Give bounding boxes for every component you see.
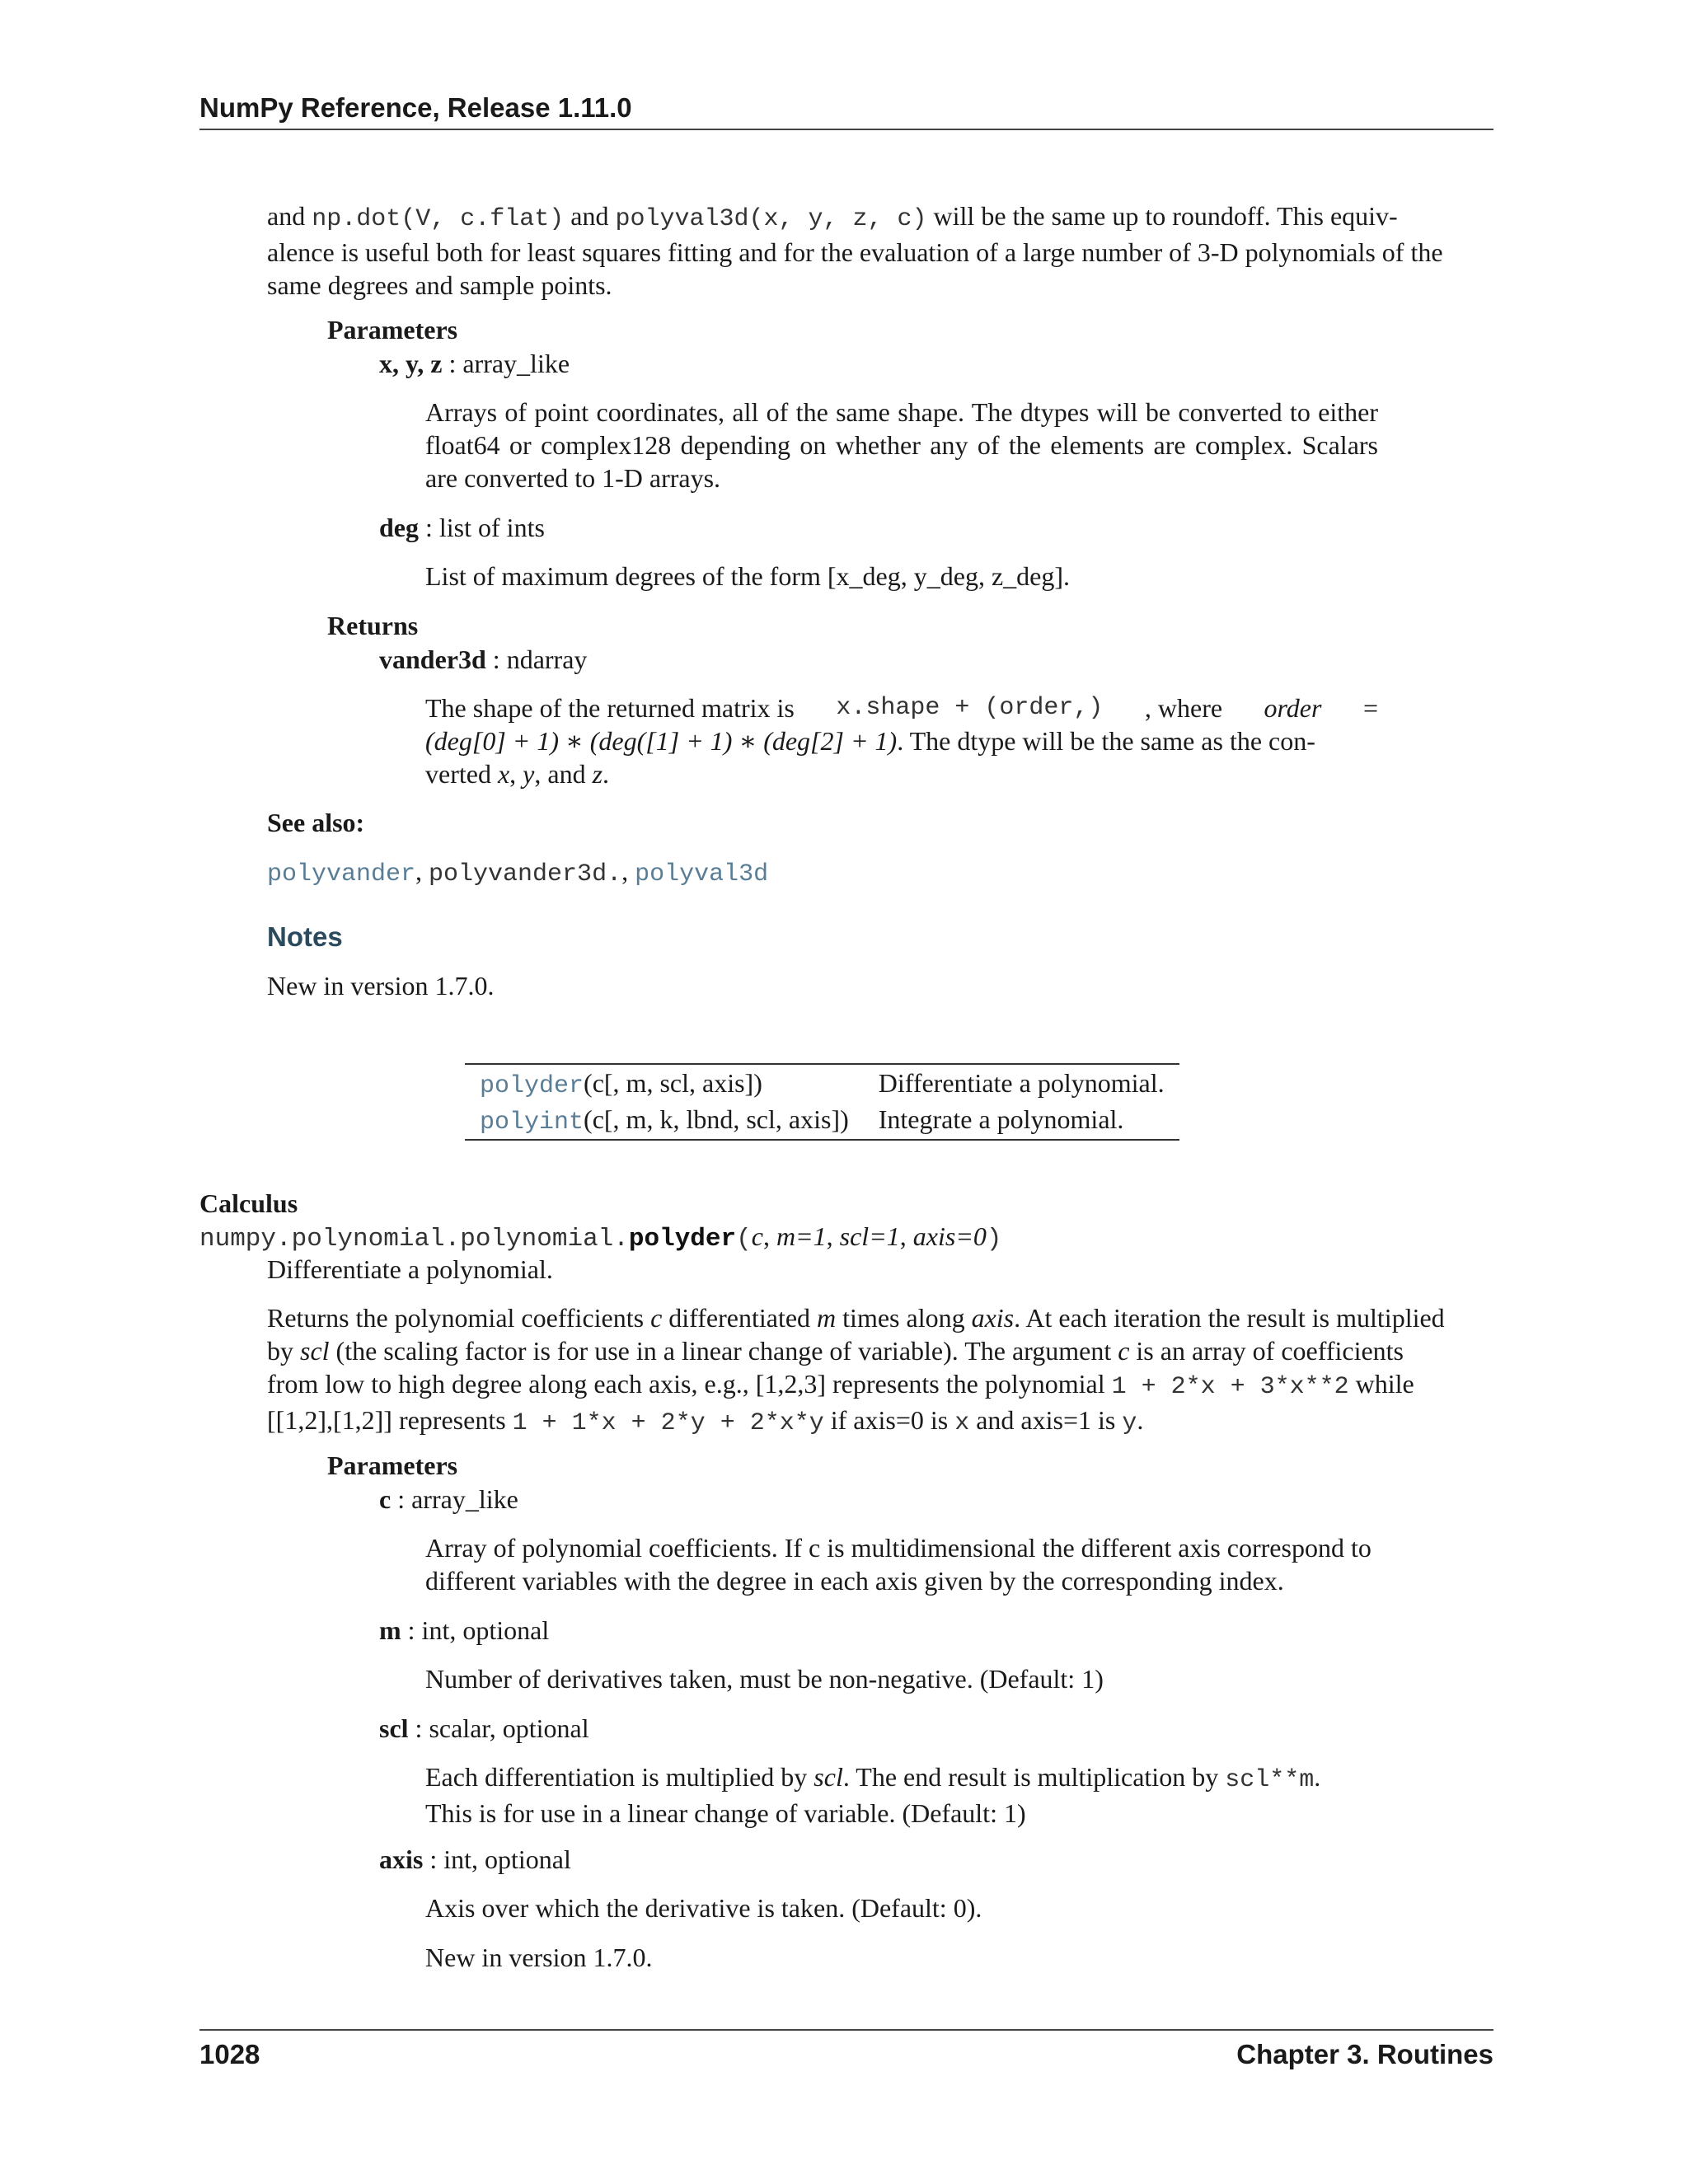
page-number: 1028 bbox=[199, 2039, 260, 2069]
return-vander3d: vander3d : ndarray bbox=[379, 644, 588, 674]
chapter-title: Chapter 3. Routines bbox=[1236, 2039, 1493, 2069]
return-vander3d-desc: The shape of the returned matrix is x.shape + (order,) , where order = (deg[0] + 1) ∗ (deg([1] + 1) ∗ (deg[2] + 1). The dtype will be the same as the con- verted x, y, and z. bbox=[425, 693, 1378, 789]
code-polyval3d: polyval3d(x, y, z, c) bbox=[615, 205, 927, 233]
param-xyz: x, y, z : array_like bbox=[379, 349, 570, 378]
see-also-list: polyvander, polyvander3d., polyval3d bbox=[267, 856, 769, 888]
link-polyval3d[interactable]: polyval3d bbox=[635, 860, 769, 888]
table-cell-desc: Differentiate a polynomial. bbox=[878, 1068, 1165, 1098]
param-scl: scl : scalar, optional bbox=[379, 1713, 589, 1743]
parameters-heading: Parameters bbox=[327, 315, 458, 344]
link-polyint[interactable]: polyint bbox=[480, 1108, 584, 1137]
running-footer bbox=[199, 2029, 1493, 2070]
calculus-summary-table bbox=[465, 1063, 1179, 1141]
param-axis-version: New in version 1.7.0. bbox=[425, 1943, 653, 1972]
table-cell-desc: Integrate a polynomial. bbox=[878, 1104, 1124, 1134]
param-m: m : int, optional bbox=[379, 1615, 550, 1645]
param-xyz-desc: Arrays of point coordinates, all of the same shape. The dtypes will be converted to either float64 or complex128 depending on whether any of the elements are complex. Scalars are converted to 1-D arrays. bbox=[425, 397, 1378, 493]
header-title: NumPy Reference, Release 1.11.0 bbox=[199, 92, 632, 123]
running-header bbox=[199, 92, 1493, 130]
link-polyder[interactable]: polyder bbox=[480, 1072, 584, 1100]
table-cell-func: polyint(c[, m, k, lbnd, scl, axis]) bbox=[480, 1104, 849, 1137]
polyder-signature: numpy.polynomial.polynomial.polyder(c, m=1, scl=1, axis=0) bbox=[199, 1221, 1002, 1254]
param-axis-desc: Axis over which the derivative is taken. (Default: 0). bbox=[425, 1893, 982, 1923]
param-m-desc: Number of derivatives taken, must be non-negative. (Default: 1) bbox=[425, 1664, 1104, 1694]
intro-paragraph bbox=[267, 199, 1493, 302]
see-also-heading: See also: bbox=[267, 808, 365, 837]
intro-line-2: alence is useful both for least squares fitting and for the evaluation of a large number of 3-D polynomials of the bbox=[267, 237, 1443, 267]
table-cell-func: polyder(c[, m, scl, axis]) bbox=[480, 1068, 762, 1100]
param-scl-desc: Each differentiation is multiplied by scl. The end result is multiplication by scl**m. This is for use in a linear change of variable. (Default: 1) bbox=[425, 1762, 1321, 1828]
polyder-summary: Differentiate a polynomial. bbox=[267, 1254, 553, 1284]
param-c: c : array_like bbox=[379, 1484, 518, 1514]
notes-heading: Notes bbox=[267, 921, 343, 952]
param-deg-desc: List of maximum degrees of the form [x_deg, y_deg, z_deg]. bbox=[425, 561, 1070, 591]
notes-text: New in version 1.7.0. bbox=[267, 971, 495, 1001]
intro-line-1: and np.dot(V, c.flat) and polyval3d(x, y, z, c) will be the same up to roundoff. This equiv- bbox=[267, 201, 1398, 233]
table-row bbox=[465, 1103, 1179, 1140]
param-c-desc: Array of polynomial coefficients. If c is multidimensional the different axis correspond to different variables with the degree in each axis given by the corresponding index. bbox=[425, 1533, 1372, 1596]
intro-line-3: same degrees and sample points. bbox=[267, 270, 612, 300]
param-axis: axis : int, optional bbox=[379, 1844, 571, 1874]
calculus-heading: Calculus bbox=[199, 1188, 298, 1218]
polyder-parameters-heading: Parameters bbox=[327, 1451, 458, 1480]
returns-heading: Returns bbox=[327, 611, 419, 640]
plain-polyvander3d: polyvander3d. bbox=[429, 860, 622, 888]
param-deg: deg : list of ints bbox=[379, 513, 545, 542]
function-name: polyder bbox=[628, 1225, 737, 1254]
table-row bbox=[465, 1064, 1179, 1103]
link-polyvander[interactable]: polyvander bbox=[267, 860, 416, 888]
code-np-dot: np.dot(V, c.flat) bbox=[312, 205, 565, 233]
polyder-description: Returns the polynomial coefficients c differentiated m times along axis. At each iteration the result is multiplied by scl (the scaling factor is for use in a linear change of variable). The argument c is an array of coefficients from low to high degree along each axis, e.g., [1,2,3] represents the polynomial 1 + 2*x + 3*x**2 while [[1,2],[1,2]] represents 1 + 1*x + 2*y + 2*x*y if axis=0 is x and axis=1 is y. bbox=[267, 1303, 1445, 1437]
